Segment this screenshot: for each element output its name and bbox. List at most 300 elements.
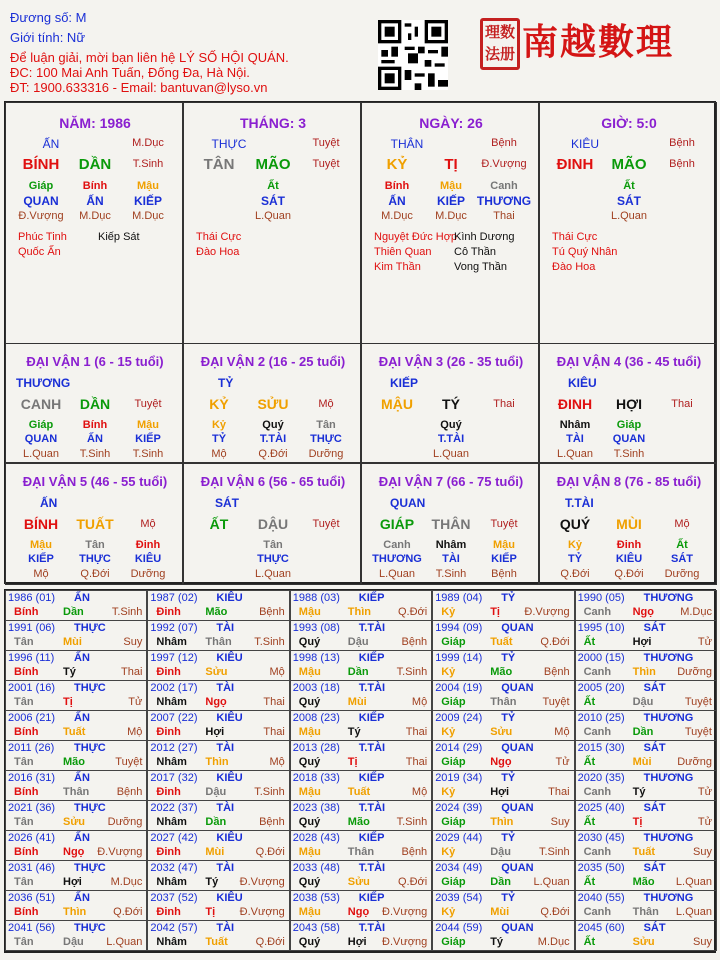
seal-stamp: 理数 法册 bbox=[480, 18, 520, 70]
dai-van-title: ĐẠI VẬN 5 (46 - 55 tuổi) bbox=[22, 474, 168, 489]
year-branch: Ngọ bbox=[632, 606, 654, 618]
year-phase: Suy bbox=[693, 936, 712, 948]
year-branch: Hợi bbox=[490, 786, 510, 798]
year-branch: Mão bbox=[205, 606, 228, 618]
year-stem: Quý bbox=[298, 876, 321, 888]
year-cell bbox=[575, 740, 717, 771]
year-ten-god: SÁT bbox=[643, 802, 666, 814]
dai-van-phase: Mộ bbox=[140, 518, 156, 530]
year-branch: Thân bbox=[490, 696, 517, 708]
dv-hidden-phase: L.Quan bbox=[432, 448, 470, 460]
year-label: 2001 (16) bbox=[8, 682, 56, 694]
year-ten-god: KIẾP bbox=[358, 892, 385, 904]
branch-phase: Tuyệt bbox=[312, 158, 340, 170]
year-stem: Tân bbox=[14, 876, 34, 888]
year-cell bbox=[575, 590, 717, 621]
year-branch: Tị bbox=[632, 816, 643, 828]
dai-van-branch: HỢI bbox=[616, 396, 642, 412]
dai-van-phase: Mộ bbox=[674, 518, 690, 530]
year-stem: Đinh bbox=[156, 666, 181, 678]
year-phase: Q.Đới bbox=[397, 606, 428, 618]
star-label: Thái Cực bbox=[552, 231, 598, 243]
year-cell bbox=[575, 680, 717, 711]
year-cell bbox=[432, 800, 574, 831]
year-cell bbox=[147, 710, 289, 741]
year-label: 2042 (57) bbox=[150, 922, 198, 934]
year-phase: L.Quan bbox=[533, 876, 570, 888]
year-cell bbox=[432, 740, 574, 771]
year-phase: Tuyệt bbox=[684, 696, 712, 708]
year-label: 1997 (12) bbox=[150, 652, 198, 664]
year-phase: Bệnh bbox=[401, 636, 428, 648]
branch-phase: Bệnh bbox=[669, 158, 695, 170]
year-stem: Canh bbox=[583, 666, 612, 678]
dv-hidden-ten-god: THỰC bbox=[257, 553, 289, 565]
hidden-ten-god: THƯƠNG bbox=[476, 194, 532, 208]
year-ten-god: T.TÀI bbox=[358, 622, 386, 634]
year-ten-god: TÀI bbox=[216, 922, 235, 934]
year-branch: Dậu bbox=[205, 786, 227, 798]
year-ten-god: KIÊU bbox=[216, 772, 243, 784]
star-label: Kim Thần bbox=[374, 261, 421, 273]
year-stem: Tân bbox=[14, 936, 34, 948]
year-ten-god: THƯƠNG bbox=[643, 832, 694, 844]
dai-van-branch: TÝ bbox=[442, 396, 460, 412]
year-branch: Dậu bbox=[347, 636, 369, 648]
year-phase: Tử bbox=[697, 636, 712, 648]
dv-hidden-ten-god: T.TÀI bbox=[437, 433, 465, 445]
year-phase: Bệnh bbox=[401, 846, 428, 858]
dai-van-title: ĐẠI VẬN 6 (56 - 65 tuổi) bbox=[200, 474, 346, 489]
year-ten-god: THƯƠNG bbox=[643, 712, 694, 724]
dv-hidden-phase: Mộ bbox=[33, 568, 49, 580]
year-phase: Tuyệt bbox=[115, 756, 143, 768]
dai-van-phase: Tuyệt bbox=[134, 398, 162, 410]
year-label: 2039 (54) bbox=[435, 892, 483, 904]
dv-hidden-phase: Dưỡng bbox=[308, 448, 344, 460]
year-stem: Nhâm bbox=[156, 816, 187, 828]
year-cell bbox=[147, 890, 289, 921]
year-label: 1996 (11) bbox=[8, 652, 55, 664]
year-cell bbox=[290, 710, 432, 741]
year-label: 2040 (55) bbox=[577, 892, 625, 904]
year-ten-god: ẤN bbox=[74, 832, 90, 844]
dv-hidden-stem: Mậu bbox=[137, 419, 159, 431]
year-stem: Giáp bbox=[441, 816, 466, 828]
year-branch: Thìn bbox=[490, 816, 514, 828]
year-cell bbox=[5, 800, 147, 831]
year-phase: Bệnh bbox=[543, 666, 570, 678]
earthly-branch: MÃO bbox=[611, 156, 647, 173]
year-cell bbox=[575, 710, 717, 741]
dv-hidden-ten-god: SÁT bbox=[671, 553, 693, 565]
star-label: Tú Quý Nhân bbox=[552, 246, 618, 258]
year-stem: Mậu bbox=[298, 846, 321, 858]
hidden-stem: Ất bbox=[267, 180, 279, 192]
year-label: 2013 (28) bbox=[292, 742, 340, 754]
year-branch: Dần bbox=[63, 606, 84, 618]
year-cell bbox=[432, 620, 574, 651]
year-phase: Đ.Vượng bbox=[97, 846, 143, 858]
hidden-stem: Canh bbox=[490, 180, 518, 192]
year-ten-god: THỰC bbox=[74, 622, 106, 634]
dv-hidden-phase: L.Quan bbox=[378, 568, 416, 580]
pillar-title: NĂM: 1986 bbox=[59, 115, 131, 131]
dai-van-ten-god: TỶ bbox=[218, 376, 234, 390]
year-branch: Tuất bbox=[632, 846, 655, 858]
hidden-phase: M.Dục bbox=[132, 210, 164, 222]
year-stem: Canh bbox=[583, 846, 612, 858]
year-label: 2008 (23) bbox=[292, 712, 340, 724]
year-label: 2044 (59) bbox=[435, 922, 483, 934]
dv-hidden-phase: Q.Đới bbox=[560, 568, 590, 580]
year-branch: Thìn bbox=[63, 906, 87, 918]
dv-hidden-stem: Bính bbox=[82, 419, 108, 431]
year-ten-god: ẤN bbox=[74, 892, 90, 904]
year-phase: T.Sinh bbox=[396, 816, 428, 828]
dai-van-ten-god: KIÊU bbox=[568, 376, 597, 390]
heavenly-stem: KỶ bbox=[386, 156, 408, 173]
year-branch: Hợi bbox=[632, 636, 652, 648]
earthly-branch: MÃO bbox=[255, 156, 291, 173]
year-phase: Tử bbox=[555, 756, 570, 768]
year-ten-god: SÁT bbox=[643, 742, 666, 754]
year-phase: Mộ bbox=[269, 756, 285, 768]
year-ten-god: TÀI bbox=[216, 802, 235, 814]
year-stem: Bính bbox=[14, 726, 39, 738]
dv-hidden-stem: Ất bbox=[676, 539, 688, 551]
year-ten-god: QUAN bbox=[501, 622, 534, 634]
pillar-cell bbox=[539, 102, 717, 344]
year-stem: Tân bbox=[14, 636, 34, 648]
year-ten-god: T.TÀI bbox=[358, 742, 386, 754]
dv-hidden-phase: L.Quan bbox=[22, 448, 60, 460]
year-label: 2004 (19) bbox=[435, 682, 483, 694]
dv-hidden-stem: Kỷ bbox=[567, 539, 583, 551]
year-phase: L.Quan bbox=[675, 876, 712, 888]
dv-hidden-phase: T.Sinh bbox=[132, 448, 164, 460]
branch-phase: T.Sinh bbox=[132, 158, 164, 170]
year-ten-god: QUAN bbox=[501, 802, 534, 814]
year-phase: Suy bbox=[550, 816, 570, 828]
year-phase: T.Sinh bbox=[396, 666, 428, 678]
year-stem: Canh bbox=[583, 786, 612, 798]
year-branch: Tuất bbox=[63, 726, 86, 738]
year-stem: Mậu bbox=[298, 726, 321, 738]
year-cell bbox=[5, 620, 147, 651]
year-stem: Mậu bbox=[298, 606, 321, 618]
year-phase: Tuyệt bbox=[684, 726, 712, 738]
hidden-ten-god: SÁT bbox=[261, 194, 285, 208]
year-branch: Dần bbox=[347, 666, 369, 678]
year-stem: Nhâm bbox=[156, 696, 187, 708]
dv-hidden-phase: T.Sinh bbox=[613, 448, 645, 460]
year-stem: Đinh bbox=[156, 726, 181, 738]
year-cell bbox=[290, 680, 432, 711]
year-label: 2034 (49) bbox=[435, 862, 483, 874]
year-branch: Sửu bbox=[205, 666, 228, 678]
year-branch: Dậu bbox=[490, 846, 511, 858]
year-label: 2037 (52) bbox=[150, 892, 198, 904]
dai-van-ten-god: ẤN bbox=[40, 496, 58, 510]
year-stem: Kỷ bbox=[441, 726, 456, 738]
dai-van-title: ĐẠI VẬN 2 (16 - 25 tuổi) bbox=[200, 354, 346, 369]
year-ten-god: SÁT bbox=[643, 862, 666, 874]
year-phase: Thai bbox=[405, 756, 428, 768]
chart-grid bbox=[4, 101, 716, 584]
year-cell bbox=[432, 590, 574, 621]
year-stem: Canh bbox=[583, 906, 612, 918]
star-label: Quốc Ấn bbox=[18, 246, 61, 258]
dai-van-cell bbox=[361, 463, 539, 585]
year-cell bbox=[147, 680, 289, 711]
year-label: 2036 (51) bbox=[8, 892, 56, 904]
star-label: Thái Cực bbox=[196, 231, 242, 243]
stem-phase: Bệnh bbox=[669, 137, 695, 149]
year-branch: Thân bbox=[63, 786, 90, 798]
year-ten-god: QUAN bbox=[501, 742, 534, 754]
dai-van-cell bbox=[539, 463, 717, 585]
year-label: 2021 (36) bbox=[8, 802, 56, 814]
year-stem: Kỷ bbox=[441, 906, 456, 918]
dai-van-title: ĐẠI VẬN 3 (26 - 35 tuổi) bbox=[378, 354, 524, 369]
year-ten-god: THƯƠNG bbox=[643, 772, 694, 784]
dai-van-stem: GIÁP bbox=[379, 516, 415, 532]
year-label: 2012 (27) bbox=[150, 742, 198, 754]
year-cell bbox=[5, 830, 147, 861]
dv-hidden-ten-god: KIÊU bbox=[615, 553, 643, 565]
year-branch: Hợi bbox=[347, 936, 367, 948]
year-cell bbox=[5, 860, 147, 891]
year-branch: Sửu bbox=[490, 726, 513, 738]
year-label: 2000 (15) bbox=[577, 652, 625, 664]
year-phase: Thai bbox=[263, 726, 285, 738]
year-ten-god: QUAN bbox=[501, 922, 534, 934]
dai-van-ten-god: KIẾP bbox=[390, 376, 419, 390]
star-label: Đào Hoa bbox=[196, 246, 240, 258]
year-ten-god: QUAN bbox=[501, 682, 534, 694]
hidden-phase: L.Quan bbox=[610, 210, 648, 222]
dv-hidden-ten-god: KIẾP bbox=[491, 553, 517, 565]
star-label: Kiếp Sát bbox=[98, 231, 140, 243]
star-label: Nguyệt Đức Hợp bbox=[374, 231, 458, 243]
year-label: 2030 (45) bbox=[577, 832, 625, 844]
year-stem: Bính bbox=[14, 606, 39, 618]
year-branch: Thìn bbox=[632, 666, 656, 678]
year-cell bbox=[5, 740, 147, 771]
dv-hidden-phase: Q.Đới bbox=[614, 568, 644, 580]
year-label: 2035 (50) bbox=[577, 862, 625, 874]
gender: Giới tính: Nữ bbox=[10, 30, 86, 45]
year-phase: Bệnh bbox=[259, 816, 285, 828]
year-phase: Bệnh bbox=[259, 606, 285, 618]
star-label: Cô Thần bbox=[454, 246, 496, 258]
year-branch: Tị bbox=[205, 906, 216, 918]
year-branch: Hợi bbox=[205, 726, 225, 738]
year-label: 1995 (10) bbox=[577, 622, 625, 634]
year-phase: Mộ bbox=[554, 726, 570, 738]
year-cell bbox=[5, 650, 147, 681]
year-label: 2031 (46) bbox=[8, 862, 56, 874]
year-label: 2016 (31) bbox=[8, 772, 56, 784]
year-phase: M.Dục bbox=[110, 876, 143, 888]
year-label: 2019 (34) bbox=[435, 772, 483, 784]
dai-van-title: ĐẠI VẬN 8 (76 - 85 tuổi) bbox=[556, 474, 702, 489]
year-ten-god: ẤN bbox=[74, 772, 90, 784]
ten-god-stem: THÂN bbox=[390, 137, 424, 151]
year-cell bbox=[290, 830, 432, 861]
year-label: 2038 (53) bbox=[292, 892, 340, 904]
dai-van-cell bbox=[183, 343, 361, 463]
year-cell bbox=[290, 920, 432, 951]
dai-van-title: ĐẠI VẬN 1 (6 - 15 tuổi) bbox=[26, 354, 164, 369]
dv-hidden-stem: Kỷ bbox=[211, 419, 227, 431]
star-label: Thiên Quan bbox=[374, 246, 432, 258]
dv-hidden-stem: Tân bbox=[85, 539, 105, 551]
year-ten-god: KIẾP bbox=[358, 772, 385, 784]
year-stem: Giáp bbox=[441, 756, 466, 768]
hidden-phase: Đ.Vượng bbox=[18, 210, 64, 222]
year-ten-god: TỶ bbox=[501, 892, 516, 904]
year-cell bbox=[290, 590, 432, 621]
hidden-phase: M.Dục bbox=[381, 210, 413, 222]
dai-van-branch: THÂN bbox=[431, 516, 471, 532]
year-cell bbox=[575, 650, 717, 681]
year-stem: Ất bbox=[583, 696, 596, 708]
year-ten-god: TÀI bbox=[216, 682, 235, 694]
hidden-stem: Ất bbox=[623, 180, 635, 192]
year-stem: Nhâm bbox=[156, 636, 187, 648]
year-ten-god: THƯƠNG bbox=[643, 652, 694, 664]
hidden-ten-god: ẤN bbox=[388, 194, 406, 208]
year-ten-god: SÁT bbox=[643, 922, 666, 934]
year-stem: Đinh bbox=[156, 606, 181, 618]
dv-hidden-ten-god: KIẾP bbox=[135, 433, 161, 445]
year-phase: Tử bbox=[128, 696, 143, 708]
year-ten-god: KIẾP bbox=[358, 592, 385, 604]
dai-van-phase: Tuyệt bbox=[490, 518, 518, 530]
earthly-branch: TỊ bbox=[444, 156, 458, 173]
year-phase: Q.Đới bbox=[255, 846, 285, 858]
year-branch: Thân bbox=[632, 906, 659, 918]
hidden-ten-god: ẤN bbox=[86, 194, 104, 208]
year-ten-god: TÀI bbox=[216, 862, 235, 874]
year-branch: Dần bbox=[490, 876, 511, 888]
year-ten-god: KIÊU bbox=[216, 592, 243, 604]
contact-note: Để luận giải, mời bạn liên hệ LÝ SỐ HỘI QUÁN. bbox=[10, 50, 289, 65]
year-ten-god: SÁT bbox=[643, 682, 666, 694]
year-ten-god: TỶ bbox=[501, 652, 516, 664]
dai-van-cell bbox=[361, 343, 539, 463]
year-ten-god: TỶ bbox=[501, 712, 516, 724]
dv-hidden-stem: Đinh bbox=[616, 539, 642, 551]
dai-van-stem: MẬU bbox=[381, 396, 413, 412]
dai-van-branch: DẬU bbox=[257, 516, 289, 532]
dv-hidden-stem: Nhâm bbox=[435, 539, 467, 551]
year-cell bbox=[5, 890, 147, 921]
year-branch: Mão bbox=[347, 816, 370, 828]
year-cell bbox=[432, 830, 574, 861]
hidden-stem: Mậu bbox=[440, 180, 462, 192]
annual-grid bbox=[4, 589, 716, 953]
year-label: 2025 (40) bbox=[577, 802, 625, 814]
year-label: 2045 (60) bbox=[577, 922, 625, 934]
dai-van-phase: Thai bbox=[671, 398, 693, 410]
year-label: 2014 (29) bbox=[435, 742, 483, 754]
hidden-stem: Mậu bbox=[137, 180, 159, 192]
year-stem: Mậu bbox=[298, 666, 321, 678]
year-stem: Tân bbox=[14, 816, 34, 828]
year-stem: Đinh bbox=[156, 906, 181, 918]
year-cell bbox=[147, 860, 289, 891]
year-label: 2027 (42) bbox=[150, 832, 198, 844]
dv-hidden-phase: Q.Đới bbox=[258, 448, 288, 460]
dai-van-cell bbox=[5, 343, 183, 463]
year-label: 1988 (03) bbox=[292, 592, 340, 604]
year-cell bbox=[432, 680, 574, 711]
year-ten-god: TỶ bbox=[501, 832, 516, 844]
star-label: Vong Thần bbox=[454, 261, 508, 273]
dai-van-stem: KỶ bbox=[209, 396, 229, 412]
year-cell bbox=[290, 800, 432, 831]
phone-email: ĐT: 1900.633316 - Email: bantuvan@lyso.vn bbox=[10, 80, 268, 95]
dv-hidden-phase: Q.Đới bbox=[80, 568, 110, 580]
hidden-phase: M.Dục bbox=[79, 210, 111, 222]
year-branch: Dần bbox=[632, 726, 654, 738]
year-stem: Giáp bbox=[441, 936, 466, 948]
branch-phase: Đ.Vượng bbox=[481, 158, 527, 170]
year-branch: Mùi bbox=[205, 846, 225, 858]
dai-van-cell bbox=[183, 463, 361, 585]
year-phase: Q.Đới bbox=[397, 876, 428, 888]
star-label: Kình Dương bbox=[454, 231, 515, 243]
year-phase: Mộ bbox=[411, 786, 428, 798]
year-cell bbox=[290, 650, 432, 681]
year-stem: Bính bbox=[14, 906, 39, 918]
year-label: 1990 (05) bbox=[577, 592, 625, 604]
year-phase: Thai bbox=[405, 726, 428, 738]
dv-hidden-stem: Giáp bbox=[616, 419, 642, 431]
dv-hidden-stem: Tân bbox=[316, 419, 336, 431]
year-ten-god: T.TÀI bbox=[358, 682, 386, 694]
pillar-title: THÁNG: 3 bbox=[239, 115, 307, 131]
dai-van-cell bbox=[5, 463, 183, 585]
year-ten-god: TÀI bbox=[216, 622, 235, 634]
year-label: 1989 (04) bbox=[435, 592, 483, 604]
year-label: 1999 (14) bbox=[435, 652, 483, 664]
year-cell bbox=[5, 680, 147, 711]
year-branch: Sửu bbox=[347, 876, 370, 888]
year-phase: Thai bbox=[548, 786, 570, 798]
dai-van-ten-god: THƯƠNG bbox=[16, 376, 71, 390]
hidden-stem: Bính bbox=[384, 180, 410, 192]
year-label: 2020 (35) bbox=[577, 772, 625, 784]
year-ten-god: T.TÀI bbox=[358, 922, 386, 934]
year-cell bbox=[147, 830, 289, 861]
year-phase: Bệnh bbox=[116, 786, 143, 798]
year-stem: Giáp bbox=[441, 636, 466, 648]
year-cell bbox=[5, 710, 147, 741]
dv-hidden-stem: Mậu bbox=[493, 539, 515, 551]
year-label: 2005 (20) bbox=[577, 682, 625, 694]
year-cell bbox=[147, 620, 289, 651]
pillar-cell bbox=[361, 102, 539, 344]
year-stem: Đinh bbox=[156, 846, 181, 858]
year-phase: L.Quan bbox=[106, 936, 143, 948]
year-label: 2032 (47) bbox=[150, 862, 198, 874]
address: ĐC: 100 Mai Anh Tuấn, Đống Đa, Hà Nội. bbox=[10, 65, 250, 80]
year-phase: Q.Đới bbox=[255, 936, 285, 948]
